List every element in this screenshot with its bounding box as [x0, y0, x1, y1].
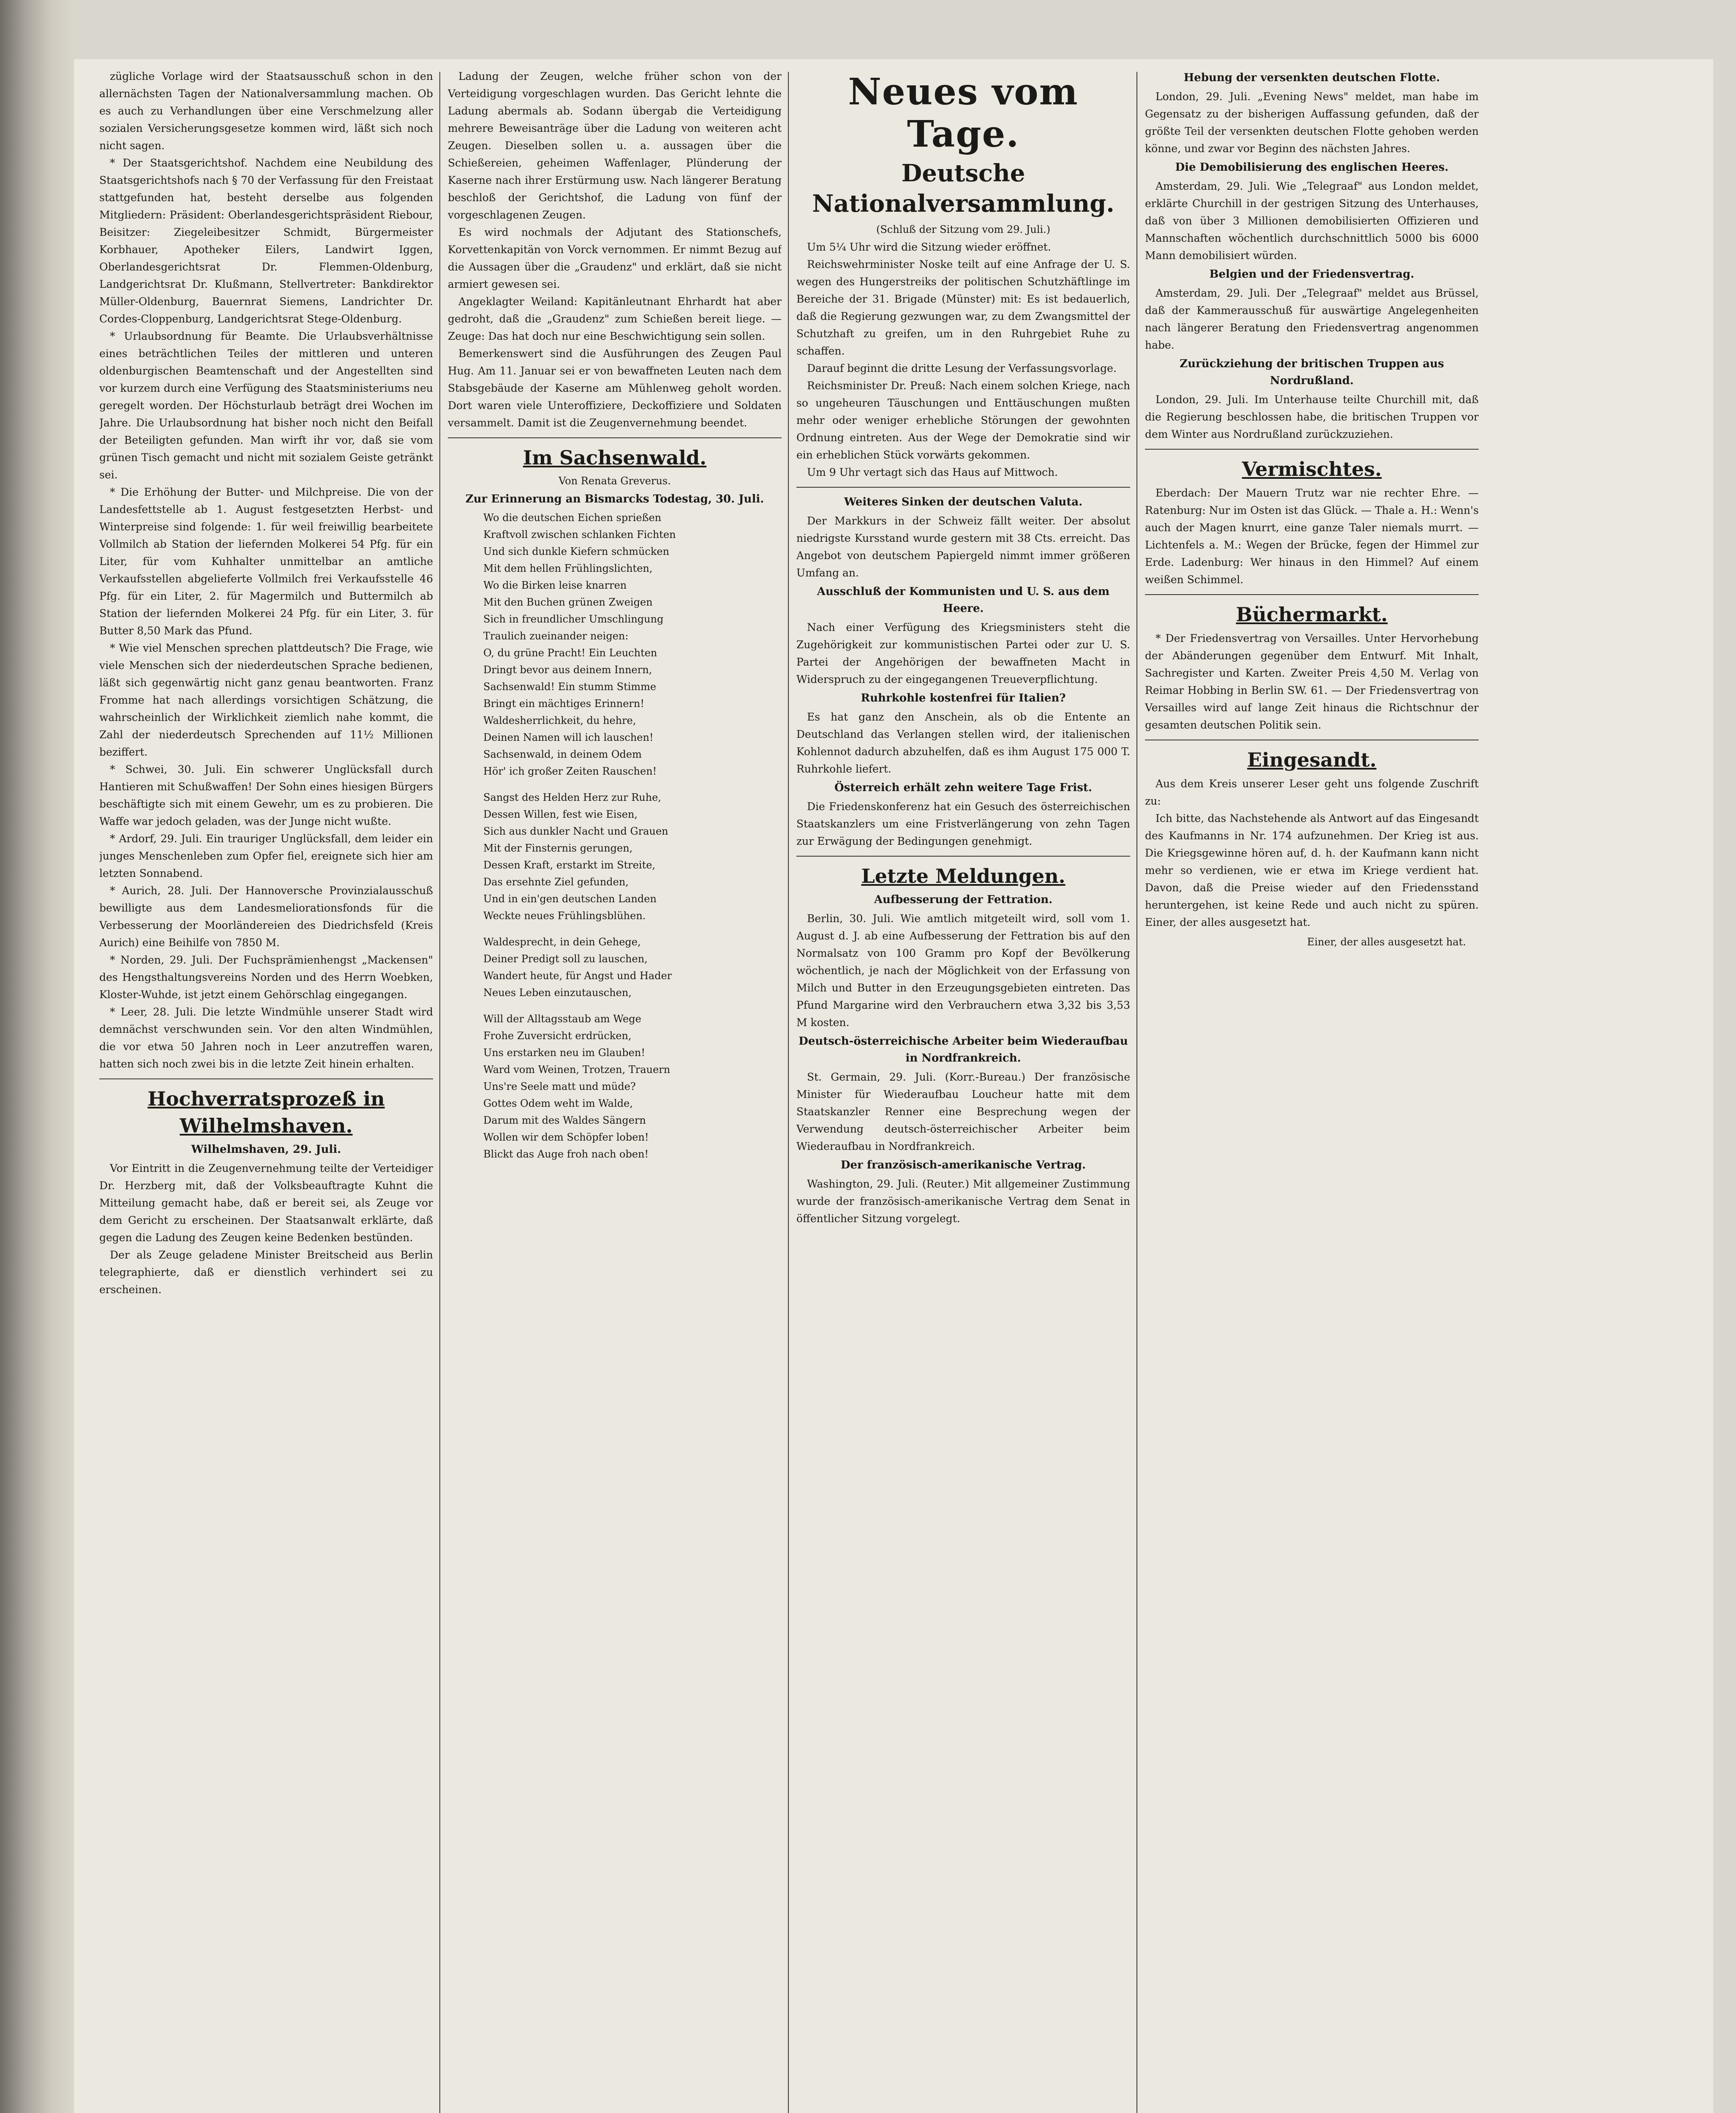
article-paragraph: Ich bitte, das Nachstehende als Antwort auf das Eingesandt des Kaufmanns in Nr. 174 aufzunehmen. Der Krieg ist aus. Die Kriegsgewinne hören auf, d. h. der Kaufmann kann nicht mehr so verdienen, wie er etwa im Kriege verdient hat. Davon, daß die Preise wieder auf den Friedensstand heruntergehen, ist keine Rede und auch nicht zu spüren. Einer, der alles ausgesetzt hat. [1145, 812, 1479, 928]
poem-dedication: Zur Erinnerung an Bismarcks Todestag, 30. Juli. [465, 493, 764, 505]
column-1 [99, 68, 433, 2113]
article-paragraph: Reichswehrminister Noske teilt auf eine Anfrage der U. S. wegen des Hungerstreiks der politischen Schutzhäftlinge im Bereiche der 31. Brigade (Münster) mit: Es ist bedauerlich, daß die Regierung gezwungen war, zu dem Zwangsmittel der Schutzhaft zu greifen, um in den Ruhrgebiet Ruhe zu schaffen. [796, 258, 1130, 357]
poem-title: Im Sachsenwald. [523, 446, 707, 469]
article-headline: Aufbesserung der Fettration. [874, 893, 1053, 906]
article-paragraph: * Wie viel Menschen sprechen plattdeutsch? Die Frage, wie viele Menschen sich der niederdeutschen Sprache bedienen, läßt sich gegenwärtig nicht ganz genau beantworten. Franz Fromme hat nach allerdings vorsichtigen Schätzung, die wahrscheinlich der Wirklichkeit ziemlich nahe kommt, die Zahl der niederdeutsch Sprechenden auf 11½ Millionen beziffert. [99, 642, 433, 758]
article-paragraph: Reichsminister Dr. Preuß: Nach einem solchen Kriege, nach so ungeheuren Täuschungen und Enttäuschungen mußten mehr oder weniger erhebliche Störungen der gewohnten Ordnung eintreten. Aus der Wege der Demokratie sind wir ein erheblichen Stück vorwärts gekommen. [796, 379, 1130, 461]
poem-line: Das ersehnte Ziel gefunden, [483, 876, 629, 888]
poem-line: Dessen Willen, fest wie Eisen, [483, 808, 638, 820]
article-dateline: Wilhelmshaven, 29. Juli. [191, 1143, 341, 1156]
article-paragraph: London, 29. Juli. „Evening News" meldet, man habe im Gegensatz zu der bisherigen Auffassung gefunden, daß der größte Teil der versenkten deutschen Flotte gehoben werden könne, und zwar vor Beginn des nächsten Jahres. [1145, 90, 1479, 155]
poem-line: Wandert heute, für Angst und Hader [483, 970, 672, 982]
article-paragraph: St. Germain, 29. Juli. (Korr.-Bureau.) Der französische Minister für Wiederaufbau Loucheur hatte mit dem Staatskanzler Renner eine Besprechung wegen der Verwendung deutsch-österreichischer Arbeiter beim Wiederaufbau in Nordfrankreich. [796, 1071, 1130, 1152]
poem-line: Bringt ein mächtiges Erinnern! [483, 698, 644, 710]
poem-line: Wo die Birken leise knarren [483, 579, 627, 591]
article-paragraph: zügliche Vorlage wird der Staatsausschuß schon in den allernächsten Tagen der Nationalversammlung machen. Ob es auch zu Verhandlungen über eine Verschmelzung aller sozialen Versicherungsgesetze kommen wird, läßt sich noch nicht sagen. [99, 70, 433, 152]
poem-line [448, 780, 782, 789]
poem-line: Uns're Seele matt und müde? [483, 1081, 636, 1092]
article-paragraph: * Norden, 29. Juli. Der Fuchsprämienhengst „Mackensen" des Hengsthaltungsvereins Norden und des Herrn Woebken, Kloster-Wuhde, ist jetzt einem Gehörschlag eingegangen. [99, 954, 433, 1001]
poem-line: Mit dem hellen Frühlingslichten, [483, 562, 653, 574]
article-headline: Ausschluß der Kommunisten und U. S. aus dem Heere. [817, 585, 1110, 615]
article-headline: Deutsche Nationalversammlung. [812, 159, 1115, 218]
article-headline: Die Demobilisierung des englischen Heeres. [1175, 161, 1449, 174]
poem-line: Ward vom Weinen, Trotzen, Trauern [483, 1064, 670, 1076]
article-paragraph: Der als Zeuge geladene Minister Breitscheid aus Berlin telegraphierte, daß er dienstlich verhindert sei zu erscheinen. [99, 1249, 433, 1296]
section-divider [99, 1078, 433, 1079]
article-paragraph: * Aurich, 28. Juli. Der Hannoversche Provinzialausschuß bewilligte aus dem Landesmeliorationsfonds für die Verbesserung der Moorländereien des Diedrichsfeld (Kreis Aurich) eine Beihilfe von 7850 M. [99, 885, 433, 949]
poem-line: Blickt das Auge froh nach oben! [483, 1148, 649, 1160]
poem-line: Traulich zueinander neigen: [483, 630, 629, 642]
poem-line: Mit der Finsternis gerungen, [483, 842, 633, 854]
poem-line: Waldesprecht, in dein Gehege, [483, 936, 641, 948]
article-paragraph: Bemerkenswert sind die Ausführungen des Zeugen Paul Hug. Am 11. Januar sei er von bewaffneten Leuten nach dem Stabsgebäude der Kaserne am Mühlenweg geholt worden. Dort waren viele Unteroffiziere, Deckoffiziere und Soldaten versammelt. Damit ist die Zeugenvernehmung beendet. [448, 347, 782, 429]
article-paragraph: Amsterdam, 29. Juli. Wie „Telegraaf" aus London meldet, erklärte Churchill in der gestrigen Sitzung des Unterhauses, daß von über 3 Millionen demobilisierten Offizieren und Mannschaften wöchentlich durchschnittlich 5000 bis 6000 Mann demobilisiert würden. [1145, 180, 1479, 262]
article-headline: Zurückziehung der britischen Truppen aus Nordrußland. [1180, 358, 1444, 387]
section-divider [1145, 594, 1479, 595]
poem-line: Mit den Buchen grünen Zweigen [483, 596, 653, 608]
poem-line: O, du grüne Pracht! Ein Leuchten [483, 647, 657, 659]
poem-line: Wo die deutschen Eichen sprießen [483, 512, 662, 524]
section-headline: Eingesandt. [1247, 748, 1376, 771]
poem-line: Gottes Odem weht im Walde, [483, 1097, 633, 1109]
poem-line: Uns erstarken neu im Glauben! [483, 1047, 645, 1059]
article-paragraph: Angeklagter Weiland: Kapitänleutnant Ehrhardt hat aber gedroht, daß die „Graudenz" zum Schießen bereit liege. — Zeuge: Das hat doch nur eine Beschwichtigung sein sollen. [448, 295, 782, 342]
article-paragraph: * Der Staatsgerichtshof. Nachdem eine Neubildung des Staatsgerichtshofs nach § 70 der Verfassung für den Freistaat stattgefunden hat, besteht derselbe aus folgenden Mitgliedern: Präsident: Oberlandesgerichtspräsident Riebour, Beisitzer: Ziegeleibesitzer Schmidt, Bürgermeister Korbhauer, Apotheker Eilers, Landwirt Iggen, Oberlandesgerichtsrat Dr. Flemmen-Oldenburg, Landgerichtsrat Dr. Klußmann, Stellvertreter: Bankdirektor Müller-Oldenburg, Bauernrat Siemens, Landrichter Dr. Cordes-Cloppenburg, Landgerichtsrat Stege-Oldenburg. [99, 157, 433, 325]
section-headline: Vermischtes. [1242, 458, 1382, 480]
article-paragraph: Nach einer Verfügung des Kriegsministers steht die Zugehörigkeit zur kommunistischen Partei oder zur U. S. Partei der Angehörigen der bewaffneten Macht in Widerspruch zu der eingegangenen Treueverpflichtung. [796, 621, 1130, 685]
poem-line: Neues Leben einzutauschen, [483, 987, 632, 999]
poem-line: Kraftvoll zwischen schlanken Fichten [483, 529, 676, 541]
poem-line: Deinen Namen will ich lauschen! [483, 732, 654, 743]
book-binding-edge [0, 0, 74, 2113]
poem-line: Darum mit des Waldes Sängern [483, 1114, 646, 1126]
article-headline: Belgien und der Friedensvertrag. [1209, 268, 1414, 281]
column-rule [1136, 72, 1137, 2113]
poem-line: Sangst des Helden Herz zur Ruhe, [483, 792, 662, 803]
article-headline: Österreich erhält zehn weitere Tage Frist. [834, 781, 1092, 794]
column-rule [439, 72, 440, 2113]
article-paragraph: Der Markkurs in der Schweiz fällt weiter. Der absolut niedrigste Kursstand wurde gestern mit 38 Cts. erreicht. Das Angebot von deutschem Papiergeld nimmt immer größeren Umfang an. [796, 515, 1130, 579]
poem-line: Dessen Kraft, erstarkt im Streite, [483, 859, 656, 871]
letter-signature: Einer, der alles ausgesetzt hat. [1307, 936, 1466, 948]
article-headline: Deutsch-österreichische Arbeiter beim Wiederaufbau in Nordfrankreich. [799, 1035, 1128, 1065]
article-headline: Ruhrkohle kostenfrei für Italien? [861, 692, 1066, 704]
article-paragraph: Amsterdam, 29. Juli. Der „Telegraaf" meldet aus Brüssel, daß der Kammerausschuß für auswärtige Angelegenheiten nach längerer Beratung den Friedensvertrag angenommen habe. [1145, 287, 1479, 351]
poem-line: Sachsenwald! Ein stumm Stimme [483, 681, 657, 693]
article-paragraph: Es hat ganz den Anschein, als ob die Entente an Deutschland das Verlangen stellen wird, der italienischen Kohlennot dadurch abzuhelfen, daß es ihm August 175 000 T. Ruhrkohle liefert. [796, 711, 1130, 775]
article-headline: Weiteres Sinken der deutschen Valuta. [844, 496, 1083, 508]
article-paragraph: Washington, 29. Juli. (Reuter.) Mit allgemeiner Zustimmung wurde der französisch-amerikanische Vertrag dem Senat in öffentlicher Sitzung vorgelegt. [796, 1178, 1130, 1225]
section-masthead: Neues vom Tage. [848, 71, 1079, 156]
column-2 [448, 68, 782, 2113]
article-paragraph: * Urlaubsordnung für Beamte. Die Urlaubsverhältnisse eines beträchtlichen Teiles der mittleren und unteren oldenburgischen Beamtenschaft und der Angestellten sind vor kurzem durch eine Verfügung des Staatsministeriums neu geregelt worden. Der Höchsturlaub beträgt drei Wochen im Jahre. Die Urlaubsordnung hat bisher noch nicht den Beifall der Beteiligten gefunden. Man wirft ihr vor, daß sie vom grünen Tisch gemacht und nicht mit sozialem Geiste getränkt sei. [99, 330, 433, 481]
article-paragraph: London, 29. Juli. Im Unterhause teilte Churchill mit, daß die Regierung beschlossen habe, die britischen Truppen vor dem Winter aus Nordrußland zurückzuziehen. [1145, 393, 1479, 440]
poem-line: Waldesherrlichkeit, du hehre, [483, 715, 636, 726]
poem-line: Dringt bevor aus deinem Innern, [483, 664, 652, 676]
poem-line: Deiner Predigt soll zu lauschen, [483, 953, 648, 965]
poem-line: Sich in freundlicher Umschlingung [483, 613, 664, 625]
poem-line: Und sich dunkle Kiefern schmücken [483, 546, 670, 557]
article-paragraph: * Der Friedensvertrag von Versailles. Unter Hervorhebung der Abänderungen gegenüber dem Entwurf. Mit Inhalt, Sachregister und Karten. Zweiter Preis 4,50 M. Verlag von Reimar Hobbing in Berlin SW. 61. — Der Friedensvertrag von Versailles wird auf lange Zeit hinaus die Richtschnur der gesamten deutschen Politik sein. [1145, 632, 1479, 731]
article-paragraph: * Schwei, 30. Juli. Ein schwerer Unglücksfall durch Hantieren mit Schußwaffen! Der Sohn eines hiesigen Bürgers beschäftigte sich mit einem Gewehr, um es zu probieren. Die Waffe war jedoch geladen, was der Junge nicht wußte. [99, 763, 433, 827]
article-paragraph: Es wird nochmals der Adjutant des Stationschefs, Korvettenkapitän von Vorck vernommen. Er nimmt Bezug auf die Aussagen über die „Graudenz" und erklärt, daß sie nicht armiert gewesen sei. [448, 226, 782, 290]
article-paragraph: Darauf beginnt die dritte Lesung der Verfassungsvorlage. [807, 362, 1117, 374]
article-paragraph: Um 9 Uhr vertagt sich das Haus auf Mittwoch. [807, 466, 1058, 478]
article-paragraph: Um 5¼ Uhr wird die Sitzung wieder eröffnet. [807, 241, 1051, 253]
section-divider [448, 437, 782, 438]
column-rule [788, 72, 789, 2113]
poem-author: Von Renata Greverus. [559, 475, 671, 487]
section-divider [796, 487, 1130, 488]
poem-line: Sich aus dunkler Nacht und Grauen [483, 825, 668, 837]
article-paragraph: Ladung der Zeugen, welche früher schon von der Verteidigung vorgeschlagen wurden. Das Gericht lehnte die Ladung abermals ab. Sodann übergab die Verteidigung mehrere Beweisanträge über die Ladung von weiteren acht Zeugen. Dieselben sollen u. a. aussagen über die Schießereien, geheimen Waffenlager, Plünderung der Kaserne nach ihrer Erstürmung usw. Nach längerer Beratung beschloß der Gerichtshof, die Ladung von fünf der vorgeschlagenen Zeugen. [448, 70, 782, 221]
column-3 [796, 68, 1130, 2113]
section-divider [1145, 449, 1479, 450]
poem-line [448, 924, 782, 934]
article-headline: Der französisch-amerikanische Vertrag. [840, 1159, 1086, 1171]
article-headline: Hochverratsprozeß in Wilhelmshaven. [147, 1087, 385, 1137]
section-divider [796, 856, 1130, 857]
article-paragraph: Die Friedenskonferenz hat ein Gesuch des österreichischen Staatskanzlers um eine Fristverlängerung von zehn Tagen zur Erwägung der Bedingungen genehmigt. [796, 800, 1130, 847]
article-paragraph: * Die Erhöhung der Butter- und Milchpreise. Die von der Landesfettstelle ab 1. August festgesetzten Herbst- und Winterpreise sind folgende: 1. für weil freiwillig bearbeitete Vollmilch ab Station der liefernden Molkerei 54 Pfg. für ein Liter, für vom Kuhhalter unmittelbar an amtliche Verkaufsstellen abgelieferte Vollmilch frei Verkaufsstelle 46 Pfg. für ein Liter, 2. für Magermilch und Buttermilch ab Station der liefernden Molkerei 24 Pfg. für ein Liter, 3. für Butter 8,50 Mark das Pfund. [99, 486, 433, 637]
poem-line: Hör' ich großer Zeiten Rauschen! [483, 765, 657, 777]
poem-line: Sachsenwald, in deinem Odem [483, 748, 642, 760]
poem-line: Wollen wir dem Schöpfer loben! [483, 1131, 649, 1143]
section-headline: Büchermarkt. [1236, 603, 1388, 626]
article-intro: Aus dem Kreis unserer Leser geht uns folgende Zuschrift zu: [1145, 778, 1479, 807]
article-paragraph: * Ardorf, 29. Juli. Ein trauriger Unglücksfall, dem leider ein junges Menschenleben zum Opfer fiel, ereignete sich hier am letzten Sonnabend. [99, 833, 433, 879]
article-headline: Hebung der versenkten deutschen Flotte. [1183, 71, 1440, 84]
poem-line [448, 1001, 782, 1010]
column-4 [1145, 68, 1479, 2113]
section-headline: Letzte Meldungen. [861, 865, 1066, 887]
article-paragraph: Eberdach: Der Mauern Trutz war nie rechter Ehre. — Ratenburg: Nur im Osten ist das Glück. — Thale a. H.: Wenn's auch der Magen knurrt, eine ganze Taler niemals murrt. — Lichtenfels a. M.: Wegen der Brücke, fegen der Himmel zur Erde. Ladenburg: Wer hinaus in den Himmel? Auf einem weißen Schimmel. [1145, 487, 1479, 586]
article-paragraph: Vor Eintritt in die Zeugenvernehmung teilte der Verteidiger Dr. Herzberg mit, daß der Volksbeauftragte Kuhnt die Mitteilung gemacht habe, daß er bereit sei, als Zeuge vor dem Gericht zu erscheinen. Der Staatsanwalt erklärte, daß gegen die Ladung des Zeugen keine Bedenken bestünden. [99, 1162, 433, 1244]
poem-line: Frohe Zuversicht erdrücken, [483, 1030, 632, 1042]
poem-line: Weckte neues Frühlingsblühen. [483, 910, 646, 922]
article-subheadline: (Schluß der Sitzung vom 29. Juli.) [876, 224, 1051, 235]
poem-line: Will der Alltagsstaub am Wege [483, 1013, 641, 1025]
poem-line: Und in ein'gen deutschen Landen [483, 893, 657, 905]
article-paragraph: Berlin, 30. Juli. Wie amtlich mitgeteilt wird, soll vom 1. August d. J. ab eine Aufbesserung der Fettration bis auf den Normalsatz von 100 Gramm pro Kopf der Bevölkerung wöchentlich, je nach der Möglichkeit von der Erfassung von Milch und Butter in den Erzeugungsgebieten eintreten. Das Pfund Margarine wird den Verbrauchern etwa 3,32 bis 3,53 M kosten. [796, 912, 1130, 1029]
article-paragraph: * Leer, 28. Juli. Die letzte Windmühle unserer Stadt wird demnächst verschwunden sein. Vor den alten Windmühlen, die vor etwa 50 Jahren noch in Leer anzutreffen waren, hatten sich noch zwei bis in die letzte Zeit hinein erhalten. [99, 1006, 433, 1070]
